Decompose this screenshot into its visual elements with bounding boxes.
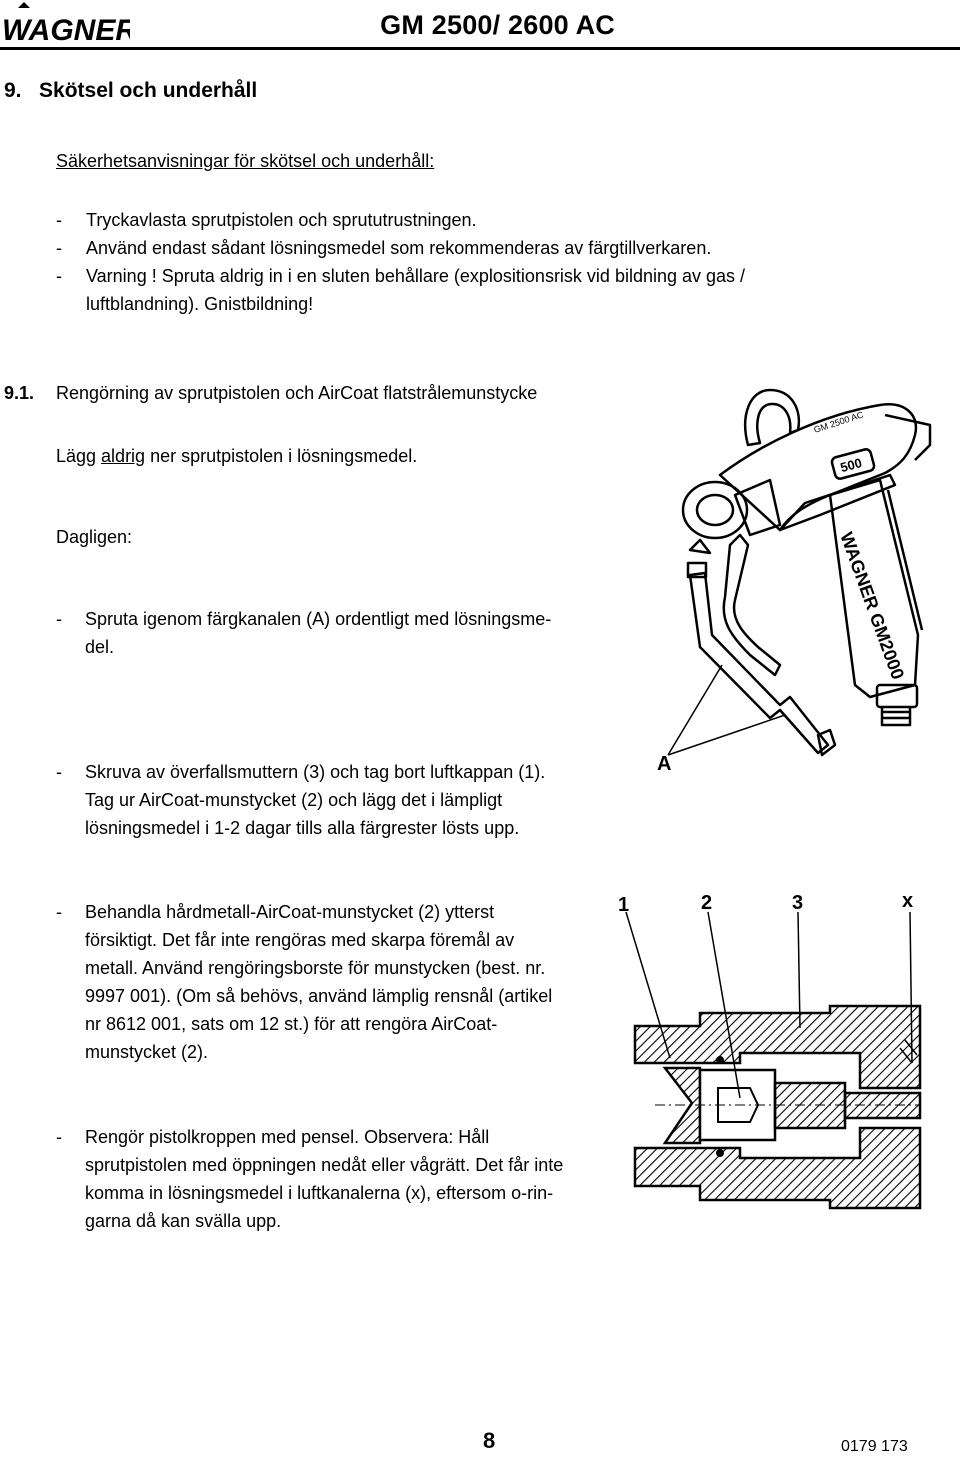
part-label-union-nut: 3 (792, 892, 804, 914)
cleaning-step: - Spruta igenom färgkanalen (A) ordentligt med lösningsme- del. (56, 609, 552, 657)
document-code: 0179 173 (841, 1438, 908, 1455)
part-label-aircoat-tip: 2 (701, 892, 713, 914)
daily-heading: Dagligen: (56, 527, 133, 547)
gun-badge: 500 (838, 454, 864, 476)
safety-heading: Säkerhetsanvisningar för skötsel och underhåll: (56, 151, 435, 171)
document-title: GM 2500/ 2600 AC (380, 10, 615, 40)
safety-bullet: - Tryckavlasta sprutpistolen och sprututrustningen. (56, 210, 477, 230)
wagner-logo (0, 2, 130, 46)
gun-tag: GM 2500 AC (812, 409, 865, 435)
cleaning-step: - Skruva av överfallsmuttern (3) och tag bort luftkappan (1). Tag ur AirCoat-munstycket (2) och lägg det i lämpligt lösningsmedel i 1-2 dagar tills alla färgrester lösts upp. (56, 762, 546, 838)
safety-bullet: - Varning ! Spruta aldrig in i en sluten behållare (explositionsrisk vid bildning av gas / luftblandning). Gnistbildning! (56, 266, 746, 314)
nozzle-cross-section (600, 888, 940, 1258)
fluid-channel-label: A (657, 753, 672, 775)
cleaning-step: - Rengör pistolkroppen med pensel. Observera: Håll sprutpistolen med öppningen nedåt eller vågrätt. Det får inte komma in lösningsmedel i luftkanalerna (x), eftersom o-rin- garna då kan svälla upp. (56, 1127, 564, 1231)
page-number: 8 (483, 1428, 496, 1453)
spray-gun-illustration (630, 385, 950, 785)
safety-bullet: - Använd endast sådant lösningsmedel som rekommenderas av färgtillverkaren. (56, 238, 712, 258)
section-title: 9. Skötsel och underhåll (4, 79, 258, 102)
part-label-air-cap: 1 (618, 894, 630, 916)
never-submerge-warning: Lägg aldrig ner sprutpistolen i lösningsmedel. (56, 446, 418, 466)
header-divider (0, 47, 960, 50)
cleaning-step: - Behandla hårdmetall-AirCoat-munstycket (2) ytterst försiktigt. Det får inte rengöras med skarpa föremål av metall. Använd rengöringsborste för munstycken (best. nr. 9997 001). (Om så behövs, använd lämplig rensnål (artikel nr 8612 001, sats om 12 st.) för att rengöra AirCoat- munstycket (2). (56, 902, 553, 1062)
part-label-air-channels: x (902, 890, 914, 912)
gun-body-marking: WAGNER GM2000 (836, 529, 909, 683)
subsection-title: Rengörning av sprutpistolen och AirCoat flatstrålemunstycke (56, 383, 538, 403)
logo-text: WAGNER (2, 14, 130, 46)
subsection-number: 9.1. (4, 383, 35, 403)
